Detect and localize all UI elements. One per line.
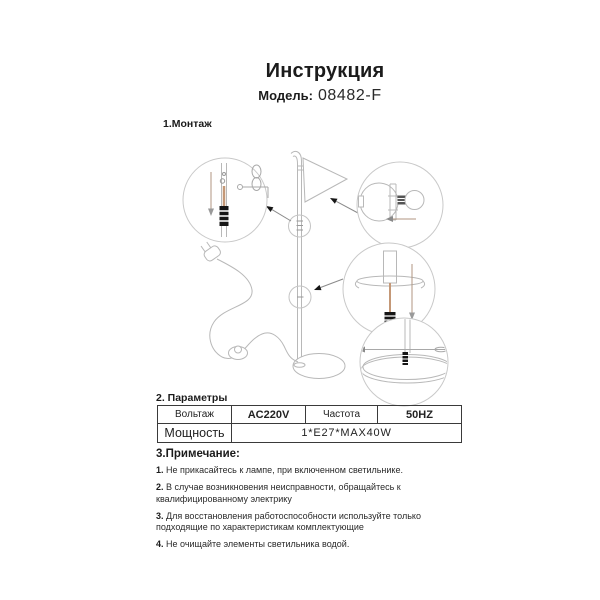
pole-joint-marker-lower <box>289 286 311 308</box>
power-cord <box>210 259 298 362</box>
table-row <box>158 406 462 424</box>
note-text: Не очищайте элементы светильника водой. <box>166 539 350 549</box>
light-bulb <box>405 191 424 210</box>
note-text: В случае возникновения неисправности, обращайтесь к квалифицированному электрику <box>156 482 401 504</box>
voltage-label: Вольтаж <box>158 406 232 424</box>
table-row <box>158 424 462 443</box>
callout-bulb-installation <box>357 162 443 248</box>
foot-switch <box>229 346 248 360</box>
power-label: Мощность <box>158 424 232 443</box>
power-value: 1*E27*MAX40W <box>232 424 462 443</box>
model-number: 08482-F <box>317 87 382 104</box>
note-number: 3. <box>156 510 164 521</box>
note-number: 1. <box>156 465 164 475</box>
assembly-section-heading: 1.Монтаж <box>163 118 212 130</box>
note-text: Для восстановления работоспособности используйте только подходящие по характеристикам комплектующие <box>156 510 421 532</box>
power-plug <box>199 239 222 263</box>
parameters-section-heading: 2. Параметры <box>156 392 228 404</box>
note-item <box>156 539 468 551</box>
lamp-shade-flag <box>303 158 347 202</box>
floor-lamp-assembly-diagram <box>150 135 470 410</box>
callout-pole-connector <box>183 158 268 242</box>
page-title: Инструкция <box>265 60 385 82</box>
note-number: 2. <box>156 482 164 492</box>
leader-arrows <box>266 198 358 290</box>
notes-list <box>156 465 468 556</box>
model-label: Модель: <box>258 88 313 103</box>
frequency-value: 50HZ <box>378 406 462 424</box>
bulb-screw-base <box>398 196 406 205</box>
notes-section-heading: 3.Примечание: <box>156 448 240 460</box>
note-number: 4. <box>156 539 164 549</box>
voltage-value: AC220V <box>232 406 306 424</box>
note-item <box>156 511 468 534</box>
note-item <box>156 465 468 477</box>
frequency-label: Частота <box>306 406 378 424</box>
note-text: Не прикасайтесь к лампе, при включенном светильнике. <box>166 465 403 475</box>
pole-joint-marker-upper <box>289 215 311 237</box>
note-item <box>156 482 468 505</box>
parameters-table <box>157 405 462 443</box>
model-line <box>150 87 490 105</box>
